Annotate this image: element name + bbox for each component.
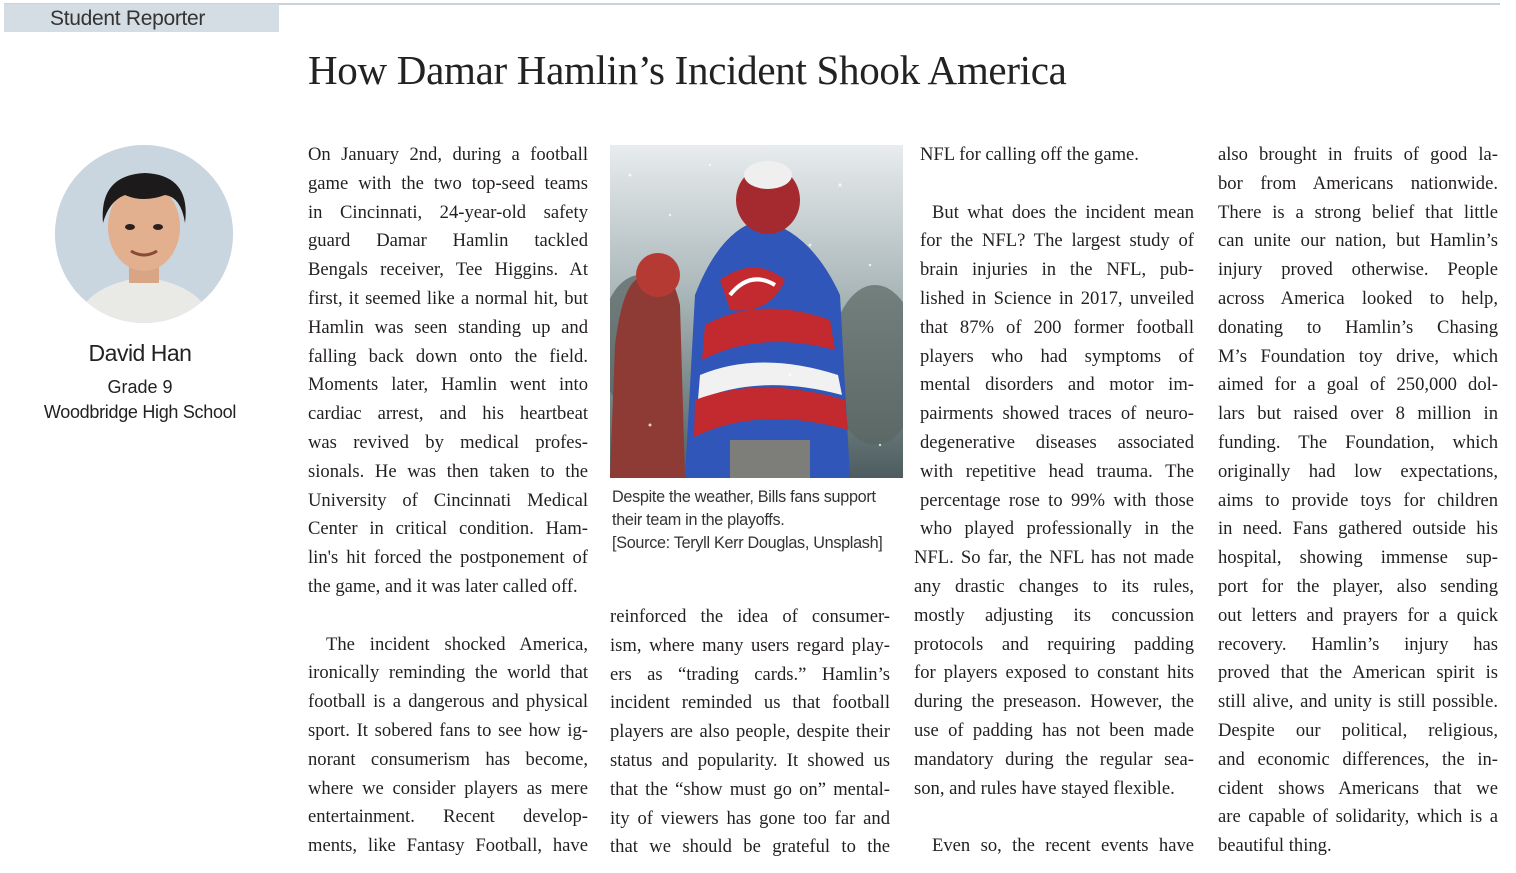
- text-line: Even so, the recent events have: [932, 835, 1194, 857]
- paragraph-gap: [914, 803, 1194, 832]
- paragraph-gap: [308, 602, 588, 631]
- text-line: and economic differences, the in-: [1218, 748, 1498, 770]
- text-line: still alive, and unity is still possible.: [1218, 691, 1498, 713]
- text-line: brain injuries in the NFL, pub-: [920, 259, 1194, 281]
- article-column-4: [1218, 141, 1498, 861]
- section-tab: [4, 4, 279, 32]
- text-line: players are also people, despite their: [610, 721, 890, 743]
- text-line: bor from Americans nationwide.: [1218, 172, 1498, 194]
- text-line: University of Cincinnati Medical: [308, 489, 588, 511]
- text-line: that the “show must go on” mental-: [610, 778, 890, 800]
- text-line: cardiac arrest, and his heartbeat: [308, 403, 588, 425]
- text-line: recovery. Hamlin’s injury has: [1218, 633, 1498, 655]
- text-line: injury proved otherwise. People: [1218, 259, 1498, 281]
- text-line: with repetitive head trauma. The: [920, 460, 1194, 482]
- section-label: Student Reporter: [50, 7, 206, 30]
- text-line: players who had symptoms of: [920, 345, 1194, 367]
- text-line: son, and rules have stayed flexible.: [914, 777, 1175, 799]
- text-line: NFL for calling off the game.: [920, 144, 1139, 165]
- text-line: lars but raised over 8 million in: [1218, 403, 1498, 425]
- text-line: game with the two top-seed teams: [308, 172, 588, 194]
- photo-caption: [612, 486, 912, 555]
- text-line: Center in critical condition. Ham-: [308, 518, 588, 540]
- text-line: Moments later, Hamlin went into: [308, 374, 588, 396]
- author-name: David Han: [88, 340, 192, 366]
- caption-line: their team in the playoffs.: [612, 511, 785, 529]
- text-line: pairments showed traces of neuro-: [920, 403, 1194, 425]
- paragraph-gap: [914, 170, 1194, 199]
- author-school: Woodbridge High School: [43, 402, 237, 422]
- text-line: status and popularity. It showed us: [610, 749, 890, 771]
- text-line: during the preseason. However, the: [914, 691, 1194, 713]
- text-line: norant consumerism has become,: [308, 748, 588, 770]
- text-line: M’s Foundation toy drive, which: [1218, 345, 1498, 367]
- text-line: proved that the American spirit is: [1218, 662, 1498, 684]
- article-column-3: [914, 141, 1194, 861]
- author-grade: Grade 9: [107, 377, 173, 397]
- text-line: donating to Hamlin’s Chasing: [1218, 316, 1498, 338]
- text-line: beautiful thing.: [1218, 835, 1332, 857]
- text-line: mostly adjusting its concussion: [914, 604, 1194, 626]
- text-line: ity of viewers has gone too far and: [610, 807, 890, 829]
- text-line: ers as “trading cards.” Hamlin’s: [610, 663, 890, 685]
- text-line: ments, like Fantasy Football, have: [308, 835, 588, 857]
- article-column-1: [308, 141, 588, 861]
- text-line: the game, and it was later called off.: [308, 575, 578, 597]
- text-line: sionals. He was then taken to the: [308, 460, 588, 482]
- text-line: also brought in fruits of good la-: [1218, 144, 1498, 165]
- text-line: who played professionally in the: [920, 518, 1194, 540]
- text-line: first, it seemed like a normal hit, but: [308, 287, 588, 309]
- text-line: port for the player, also sending: [1218, 575, 1498, 597]
- text-line: are capable of solidarity, which is a: [1218, 806, 1498, 828]
- text-line: for players exposed to constant hits: [914, 662, 1194, 684]
- text-line: for the NFL? The largest study of: [920, 230, 1194, 252]
- text-line: sport. It sobered fans to see how ig-: [308, 719, 588, 741]
- text-line: There is a strong belief that little: [1218, 201, 1498, 223]
- text-line: falling back down onto the field.: [308, 345, 588, 367]
- text-line: football is a dangerous and physical: [308, 691, 588, 713]
- text-line: The incident shocked America,: [326, 633, 588, 655]
- text-line: ism, where many users regard play-: [610, 634, 890, 656]
- text-line: On January 2nd, during a football: [308, 144, 588, 165]
- text-line: NFL. So far, the NFL has not made: [914, 547, 1194, 569]
- article-column-2: [610, 603, 890, 862]
- text-line: out letters and prayers for a quick: [1218, 604, 1498, 626]
- article-photo: [610, 145, 903, 478]
- text-line: ironically reminding the world that: [308, 662, 588, 684]
- text-line: hospital, showing immense sup-: [1218, 547, 1498, 569]
- text-line: cident shows Americans that we: [1218, 777, 1498, 799]
- text-line: that 87% of 200 former football: [920, 316, 1194, 338]
- text-line: But what does the incident mean: [932, 201, 1194, 223]
- caption-line: Despite the weather, Bills fans support: [612, 488, 876, 506]
- text-line: lin's hit forced the postponement of: [308, 547, 588, 569]
- text-line: can unite our nation, but Hamlin’s: [1218, 230, 1498, 252]
- text-line: degenerative diseases associated: [920, 431, 1194, 453]
- text-line: that we should be grateful to the: [610, 836, 890, 858]
- caption-source: [Source: Teryll Kerr Douglas, Unsplash]: [612, 534, 883, 552]
- text-line: was revived by medical profes-: [308, 431, 588, 453]
- text-line: protocols and requiring padding: [914, 633, 1194, 655]
- text-line: reinforced the idea of consumer-: [610, 606, 890, 627]
- text-line: entertainment. Recent develop-: [308, 806, 588, 828]
- text-line: percentage rose to 99% with those: [920, 489, 1194, 511]
- text-line: funding. The Foundation, which: [1218, 431, 1498, 453]
- text-line: in Cincinnati, 24-year-old safety: [308, 201, 588, 223]
- text-line: originally had low expectations,: [1218, 460, 1498, 482]
- text-line: any drastic changes to its rules,: [914, 575, 1194, 597]
- text-line: Despite our political, religious,: [1218, 719, 1498, 741]
- author-portrait-illustration: [55, 145, 233, 323]
- text-line: use of padding has not been made: [914, 719, 1194, 741]
- text-line: aimed for a goal of 250,000 dol-: [1218, 374, 1498, 396]
- text-line: mental disorders and motor im-: [920, 374, 1194, 396]
- text-line: Bengals receiver, Tee Higgins. At: [308, 259, 588, 281]
- bills-fan-photo-illustration: [610, 145, 903, 478]
- text-line: incident reminded us that football: [610, 692, 890, 714]
- text-line: guard Damar Hamlin tackled: [308, 230, 588, 252]
- text-line: mandatory during the regular sea-: [914, 748, 1194, 770]
- text-line: in need. Fans gathered outside his: [1218, 518, 1498, 540]
- text-line: aims to provide toys for children: [1218, 489, 1498, 511]
- article-headline: How Damar Hamlin’s Incident Shook America: [308, 47, 1067, 93]
- text-line: where we consider players as mere: [308, 777, 588, 799]
- text-line: Hamlin was seen standing up and: [308, 316, 588, 338]
- text-line: lished in Science in 2017, unveiled: [920, 287, 1194, 309]
- author-photo: [55, 145, 233, 323]
- text-line: across America looked to help,: [1218, 287, 1498, 309]
